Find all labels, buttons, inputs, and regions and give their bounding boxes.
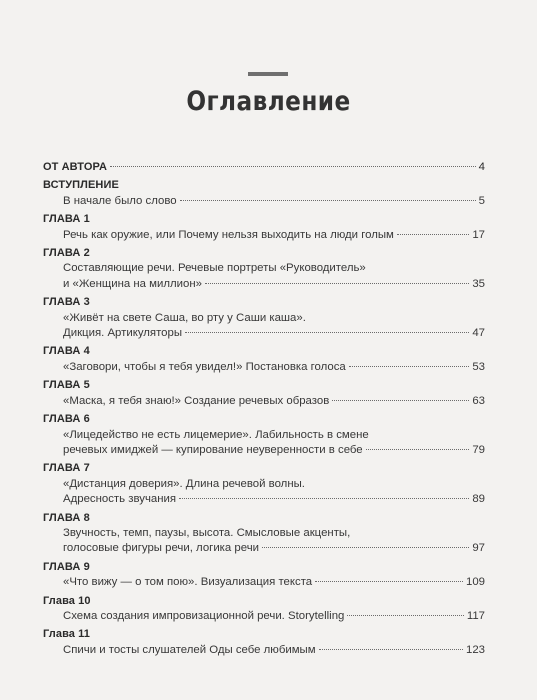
toc-entry-title-line: голосовые фигуры речи, логика речи	[63, 542, 260, 555]
dot-leader	[315, 581, 463, 582]
toc-heading: ГЛАВА 7	[43, 462, 90, 475]
toc-page-number: 47	[472, 327, 485, 340]
toc-entry	[43, 246, 485, 292]
dot-leader	[319, 649, 463, 650]
toc-entry-title-line: «Дистанция доверия». Длина речевой волны.	[63, 477, 305, 490]
toc-entry	[43, 295, 485, 341]
toc-entry-title-line: Спичи и тосты слушателей Оды себе любимым	[63, 643, 316, 656]
toc-page-number: 17	[472, 228, 485, 241]
toc-entry	[43, 378, 485, 409]
toc-entry	[43, 178, 485, 209]
dot-leader	[180, 200, 476, 201]
dot-leader	[110, 166, 476, 167]
toc-entry	[43, 212, 485, 243]
toc-page-number: 117	[466, 609, 485, 622]
toc-entry-title-line: Дикция. Артикуляторы	[63, 327, 183, 340]
dot-leader	[262, 547, 469, 548]
toc-page-number: 109	[465, 576, 485, 589]
toc-entry	[43, 511, 485, 557]
toc-heading: ГЛАВА 4	[43, 345, 90, 358]
toc-entry-title-line: «Лицедейство не есть лицемерие». Лабильность в смене	[63, 428, 369, 441]
toc-page-number: 5	[478, 194, 485, 207]
dot-leader	[205, 283, 469, 284]
toc-heading: Глава 11	[43, 628, 91, 641]
toc-entry-title-line: Речь как оружие, или Почему нельзя выходить на люди голым	[63, 228, 394, 241]
toc-page-number: 123	[465, 643, 485, 656]
toc-page-number: 35	[472, 277, 485, 290]
toc-page-number: 4	[478, 161, 485, 173]
toc-entry-title-line: и «Женщина на миллион»	[63, 277, 202, 290]
toc-entry-title-line: Звучность, темп, паузы, высота. Смысловые акценты,	[63, 526, 351, 539]
dot-leader	[366, 449, 470, 450]
toc-heading: ГЛАВА 5	[43, 379, 90, 392]
toc-page-number: 53	[472, 360, 485, 373]
toc-entry	[43, 627, 485, 658]
toc-entry-title-line: Составляющие речи. Речевые портреты «Руководитель»	[63, 262, 366, 275]
toc-entry-title-line: Схема создания импровизационной речи. Storytelling	[63, 609, 345, 622]
dot-leader	[179, 498, 469, 499]
toc-entry-title-line: «Живёт на свете Саша, во рту у Саши каша».	[63, 311, 306, 324]
toc-entry	[43, 594, 485, 625]
toc-heading: ГЛАВА 8	[43, 511, 90, 524]
toc-heading: ГЛАВА 2	[43, 247, 90, 260]
toc-entry-title-line: «Что вижу — о том пою». Визуализация текста	[63, 576, 313, 589]
toc-entry	[43, 461, 485, 507]
toc-page-number: 89	[472, 493, 485, 506]
toc-heading: Глава 10	[43, 594, 91, 607]
toc-entry	[43, 412, 485, 458]
toc-entry-title-line: Адресность звучания	[63, 493, 177, 506]
toc-page-number: 97	[472, 542, 485, 555]
toc-heading: ГЛАВА 6	[43, 413, 90, 426]
toc-heading: ГЛАВА 3	[43, 296, 90, 309]
title-decorative-rule	[248, 72, 288, 76]
toc-heading: ВСТУПЛЕНИЕ	[43, 179, 119, 192]
dot-leader	[397, 234, 469, 235]
toc-entry-title-line: «Заговори, чтобы я тебя увидел!» Постановка голоса	[63, 360, 346, 373]
toc-entry-title-line: «Маска, я тебя знаю!» Создание речевых образов	[63, 394, 330, 407]
toc-entry-title-line: речевых имиджей — купирование неуверенности в себе	[63, 443, 363, 456]
toc-page-number: 79	[472, 443, 485, 456]
dot-leader	[349, 366, 470, 367]
toc-entry	[43, 160, 485, 175]
toc-page-number: 63	[472, 394, 485, 407]
toc-entry	[43, 560, 485, 591]
toc-entry-title-line: В начале было слово	[63, 194, 177, 207]
toc-heading: ОТ АВТОРА	[43, 161, 108, 173]
table-of-contents	[43, 160, 485, 661]
page-title: Оглавление	[186, 86, 351, 117]
toc-heading: ГЛАВА 1	[43, 213, 90, 226]
dot-leader	[185, 332, 469, 333]
dot-leader	[332, 400, 469, 401]
toc-entry	[43, 344, 485, 375]
toc-heading: ГЛАВА 9	[43, 560, 90, 573]
dot-leader	[347, 615, 463, 616]
